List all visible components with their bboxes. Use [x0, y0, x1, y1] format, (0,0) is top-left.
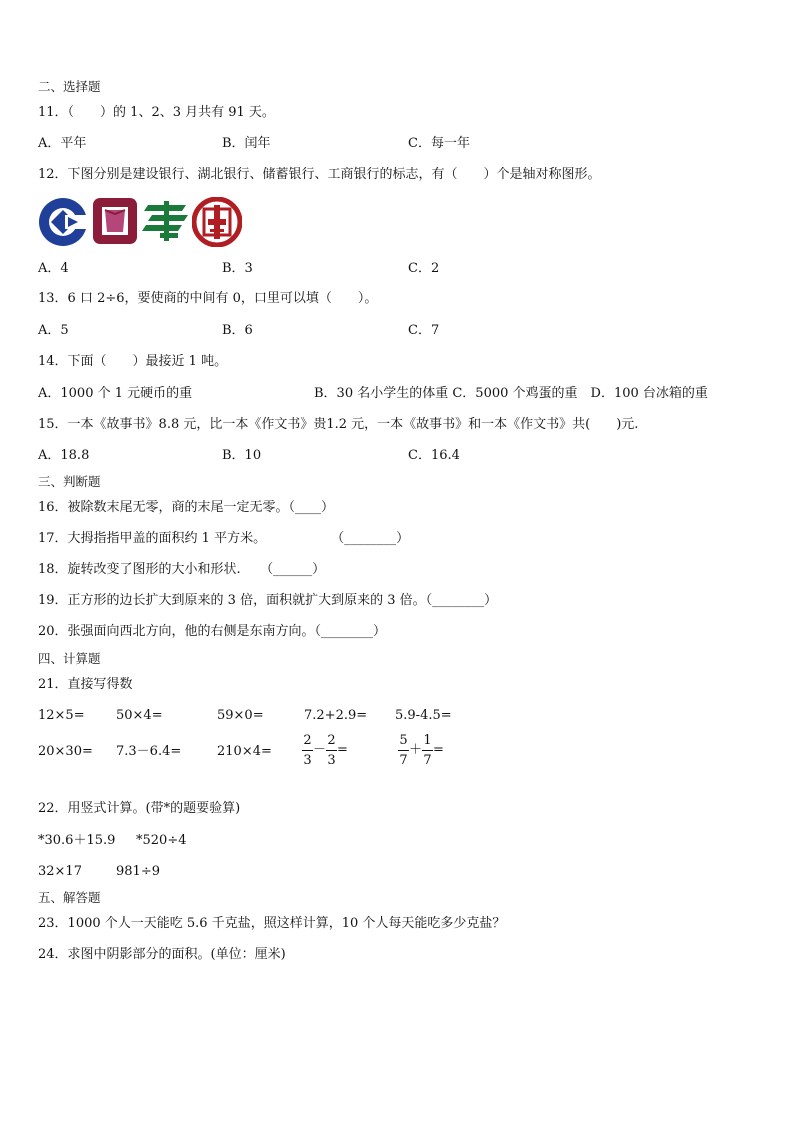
q13-option-c: C．7 — [408, 323, 440, 338]
q11-option-b: B．闰年 — [222, 136, 271, 151]
q22-item-2: *520÷4 — [136, 833, 187, 848]
q21-item-8: 210×4= — [217, 744, 272, 759]
q21-item-2: 50×4= — [116, 708, 163, 723]
q11-stem: 11．（ ）的 1、2、3 月共有 91 天。 — [38, 105, 275, 120]
q22-item-3: 32×17 — [38, 864, 82, 879]
q21-item-4: 7.2+2.9= — [304, 708, 368, 723]
q15-option-c: C．16.4 — [408, 448, 460, 463]
q13-option-a: A．5 — [38, 323, 69, 338]
icbc-logo — [192, 197, 242, 247]
q13-stem: 13．6 口 2÷6，要使商的中间有 0，口里可以填（ ）。 — [38, 291, 378, 306]
q15-stem: 15．一本《故事书》8.8 元，比一本《作文书》贵1.2 元，一本《故事书》和一本《作文书》共( )元. — [38, 417, 639, 432]
section-answer-heading: 五、解答题 — [38, 890, 101, 905]
section-choice-heading: 二、选择题 — [38, 79, 101, 94]
q16-text: 16．被除数末尾无零，商的末尾一定无零。（____） — [38, 500, 335, 515]
q21-item-7: 7.3－6.4= — [116, 744, 182, 759]
q21-fraction-expr-1: $\frac{2}{3}$ － $\frac{2}{3}$ = — [303, 733, 348, 768]
section-judge-heading: 三、判断题 — [38, 474, 101, 489]
q15-option-b: B．10 — [222, 448, 262, 463]
q12-option-c: C．2 — [408, 261, 440, 276]
q12-option-b: B．3 — [222, 261, 253, 276]
q14-option-bcd: B．30 名小学生的体重 C．5000 个鸡蛋的重 D．100 台冰箱的重 — [314, 386, 708, 401]
q14-option-a: A．1000 个 1 元硬币的重 — [38, 386, 193, 401]
q21-item-5: 5.9-4.5= — [395, 708, 452, 723]
q20-text: 20．张强面向西北方向，他的右侧是东南方向。（________） — [38, 624, 387, 639]
q21-stem: 21．直接写得数 — [38, 677, 133, 692]
q12-stem: 12．下图分别是建设银行、湖北银行、储蓄银行、工商银行的标志，有（ ）个是轴对称图形。 — [38, 167, 601, 182]
q21-item-6: 20×30= — [38, 744, 93, 759]
q24-text: 24．求图中阴影部分的面积。(单位：厘米) — [38, 947, 286, 962]
q18-text: 18．旋转改变了图形的大小和形状. （______） — [38, 562, 326, 577]
q11-option-c: C．每一年 — [408, 136, 470, 151]
q17-text: 17．大拇指指甲盖的面积约 1 平方米。 （________） — [38, 531, 410, 546]
q19-text: 19．正方形的边长扩大到原来的 3 倍，面积就扩大到原来的 3 倍。（________） — [38, 593, 498, 608]
section-calc-heading: 四、计算题 — [38, 651, 101, 666]
postal-savings-logo — [142, 197, 192, 243]
q11-option-a: A．平年 — [38, 136, 87, 151]
q14-stem: 14．下面（ ）最接近 1 吨。 — [38, 354, 228, 369]
q23-text: 23．1000 个人一天能吃 5.6 千克盐，照这样计算，10 个人每天能吃多少克盐？ — [38, 916, 506, 931]
q12-option-a: A．4 — [38, 261, 69, 276]
ccb-logo — [38, 197, 88, 247]
q13-option-b: B．6 — [222, 323, 253, 338]
hubei-bank-logo — [92, 197, 138, 245]
q22-item-4: 981÷9 — [116, 864, 160, 879]
q15-option-a: A．18.8 — [38, 448, 90, 463]
q22-stem: 22．用竖式计算。(带*的题要验算) — [38, 801, 241, 816]
q21-item-1: 12×5= — [38, 708, 85, 723]
q21-item-3: 59×0= — [217, 708, 264, 723]
q22-item-1: *30.6＋15.9 — [38, 833, 116, 848]
q21-fraction-expr-2: $\frac{5}{7}$ ＋ $\frac{1}{7}$ = — [399, 733, 444, 768]
